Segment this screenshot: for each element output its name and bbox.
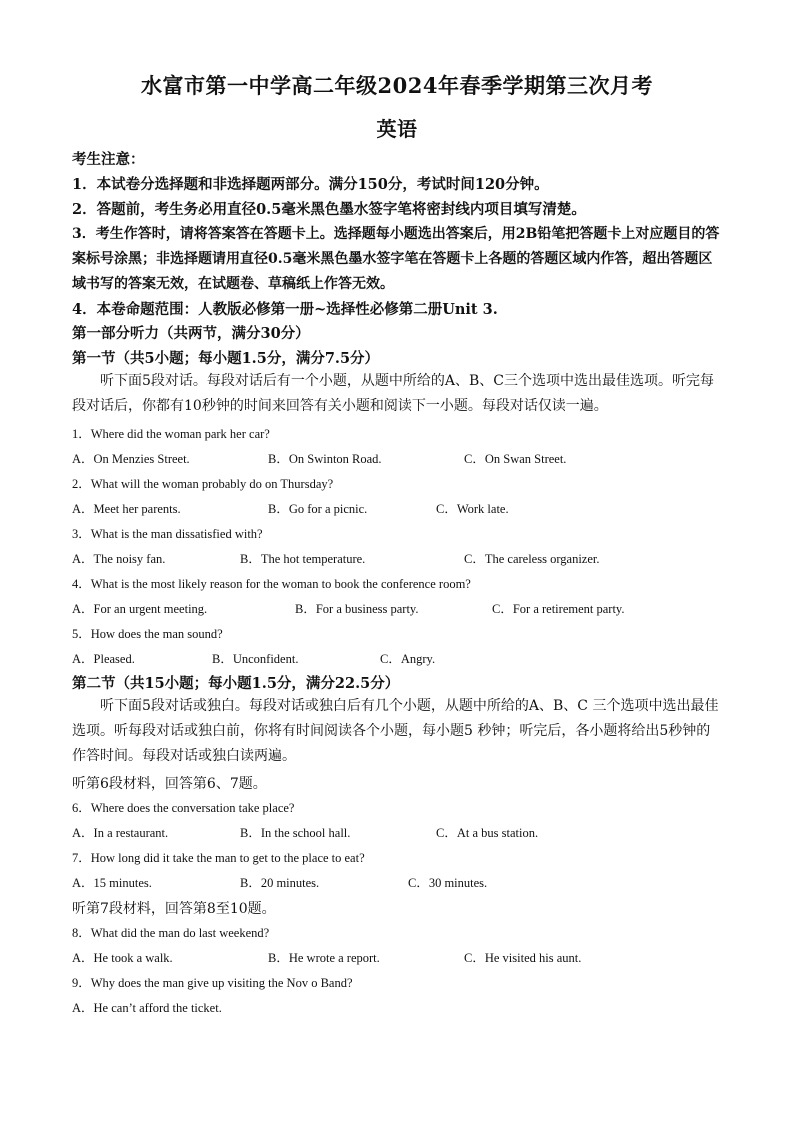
- question-5: 5．How does the man sound?: [72, 627, 223, 641]
- notice-heading: 考生注意：: [72, 151, 145, 168]
- part1-heading: 第一部分听力（共两节，满分30分）: [72, 325, 310, 342]
- question-1: 1．Where did the woman park her car?: [72, 427, 270, 441]
- q6-option-c: C．At a bus station.: [436, 826, 539, 840]
- q3-option-c: C．The careless organizer.: [464, 552, 600, 566]
- question-2: 2．What will the woman probably do on Thursday?: [72, 477, 334, 491]
- exam-title: 水富市第一中学高二年级2024年春季学期第三次月考: [141, 73, 653, 98]
- subject-title: 英语: [376, 117, 418, 141]
- q7-option-a: A．15 minutes.: [72, 876, 152, 890]
- q2-option-b: B．Go for a picnic.: [268, 502, 368, 516]
- question-9: 9．Why does the man give up visiting the Nov o Band?: [72, 976, 353, 990]
- q6-option-b: B．In the school hall.: [240, 826, 351, 840]
- question-4: 4．What is the most likely reason for the woman to book the conference room?: [72, 577, 471, 591]
- material-6-label: 听第6段材料，回答第6、7题。: [72, 776, 267, 792]
- q3-option-b: B．The hot temperature.: [240, 552, 366, 566]
- notice-item-3: 3．考生作答时，请将答案答在答题卡上。选择题每小题选出答案后，用2B铅笔把答题卡上对应题目的答案标号涂黑；非选择题请用直径0.5毫米黑色墨水签字笔在答题卡上各题的答题区域内作答，超出答题区域书写的答案无效，在试题卷、草稿纸上作答无效。: [72, 226, 720, 292]
- question-6: 6．Where does the conversation take place?: [72, 801, 295, 815]
- q5-option-c: C．Angry.: [380, 652, 436, 666]
- q1-option-c: C．On Swan Street.: [464, 452, 567, 466]
- section1-heading: 第一节（共5小题；每小题1.5分，满分7.5分）: [72, 350, 380, 367]
- question-7: 7．How long did it take the man to get to the place to eat?: [72, 851, 365, 865]
- q3-option-a: A．The noisy fan.: [72, 552, 166, 566]
- section2-instructions: 听下面5段对话或独白。每段对话或独白后有几个小题，从题中所给的A、B、C 三个选项中选出最佳选项。听每段对话或独白前，你将有时间阅读各个小题，每小题5 秒钟；听完后，各小题将给出5秒钟的作答时间。每段对话或独白读两遍。: [72, 698, 719, 764]
- q4-option-b: B．For a business party.: [295, 602, 419, 616]
- section1-instructions: 听下面5段对话。每段对话后有一个小题，从题中所给的A、B、C三个选项中选出最佳选项。听完每段对话后，你都有10秒钟的时间来回答有关小题和阅读下一小题。每段对话仅读一遍。: [72, 373, 715, 414]
- q1-option-a: A．On Menzies Street.: [72, 452, 190, 466]
- q4-option-a: A．For an urgent meeting.: [72, 602, 208, 616]
- q7-option-b: B．20 minutes.: [240, 876, 320, 890]
- section2-heading: 第二节（共15小题；每小题1.5分，满分22.5分）: [72, 675, 400, 692]
- notice-item-1: 1．本试卷分选择题和非选择题两部分。满分150分，考试时间120分钟。: [72, 176, 549, 193]
- question-3: 3．What is the man dissatisfied with?: [72, 527, 263, 541]
- q6-option-a: A．In a restaurant.: [72, 826, 169, 840]
- q7-option-c: C．30 minutes.: [408, 876, 488, 890]
- q5-option-b: B．Unconfident.: [212, 652, 299, 666]
- notice-item-4: 4．本卷命题范围：人教版必修第一册~选择性必修第二册Unit 3.: [72, 301, 498, 318]
- q8-option-a: A．He took a walk.: [72, 951, 173, 965]
- q2-option-a: A．Meet her parents.: [72, 502, 181, 516]
- notice-item-2: 2．答题前，考生务必用直径0.5毫米黑色墨水签字笔将密封线内项目填写清楚。: [72, 201, 586, 218]
- q8-option-b: B．He wrote a report.: [268, 951, 380, 965]
- question-8: 8．What did the man do last weekend?: [72, 926, 270, 940]
- q5-option-a: A．Pleased.: [72, 652, 135, 666]
- q2-option-c: C．Work late.: [436, 502, 509, 516]
- q9-option-a: A．He can’t afford the ticket.: [72, 1001, 222, 1015]
- q1-option-b: B．On Swinton Road.: [268, 452, 382, 466]
- material-7-label: 听第7段材料，回答第8至10题。: [72, 901, 276, 917]
- q4-option-c: C．For a retirement party.: [492, 602, 625, 616]
- q8-option-c: C．He visited his aunt.: [464, 951, 582, 965]
